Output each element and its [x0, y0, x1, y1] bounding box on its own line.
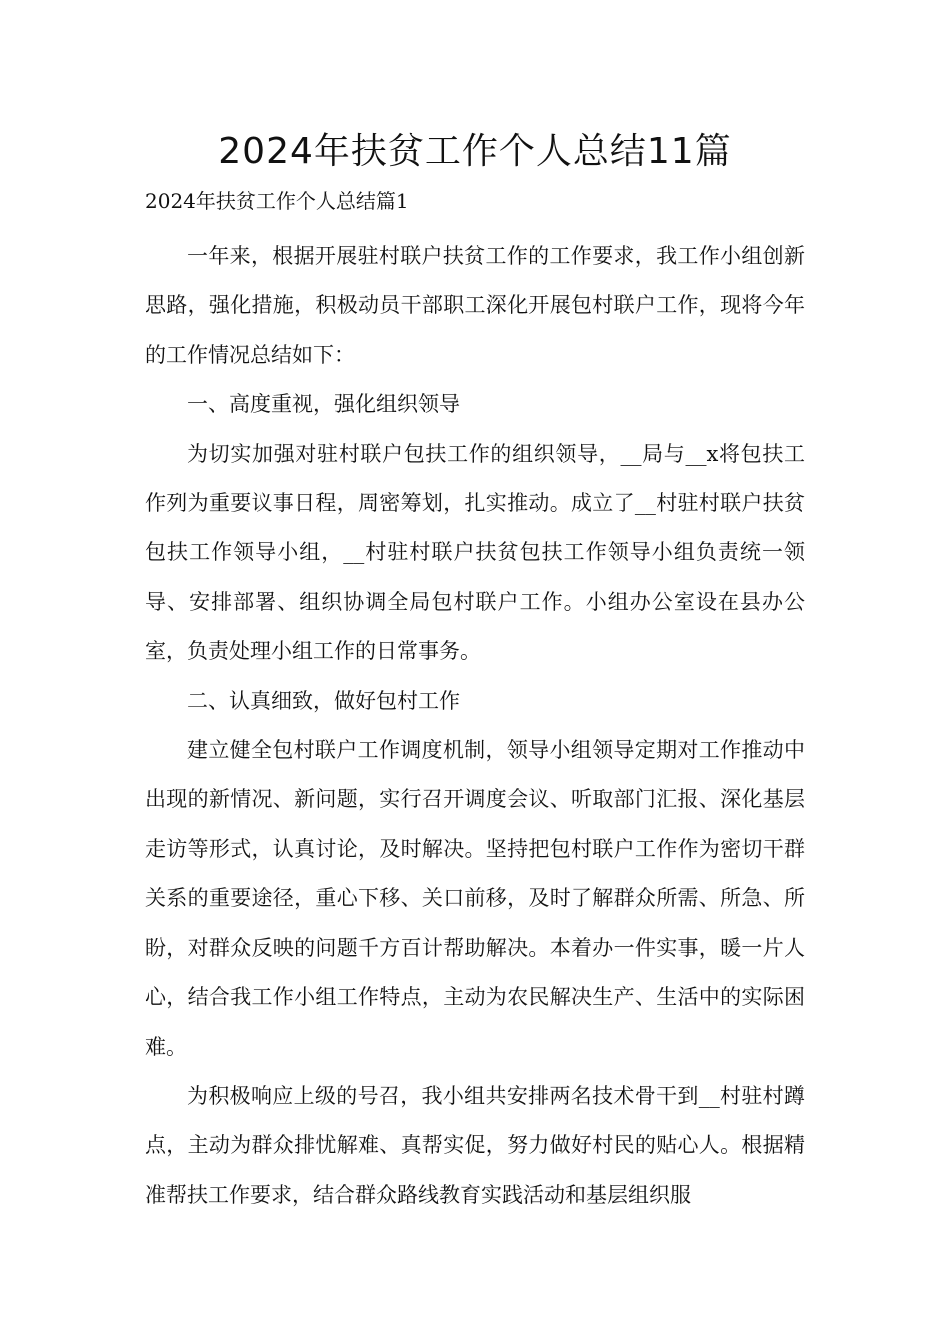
paragraph-intro: 一年来，根据开展驻村联户扶贫工作的工作要求，我工作小组创新思路，强化措施，积极动员干部职工深化开展包村联户工作，现将今年的工作情况总结如下：: [145, 244, 805, 367]
paragraph-response: 为积极响应上级的号召，我小组共安排两名技术骨干到__村驻村蹲点，主动为群众排忧解难、真帮实促，努力做好村民的贴心人。根据精准帮扶工作要求，结合群众路线教育实践活动和基层组织服: [145, 1083, 805, 1207]
document-body: [145, 232, 805, 1220]
section-heading-2: 二、认真细致，做好包村工作: [187, 688, 460, 713]
document-title: 2024年扶贫工作个人总结11篇: [218, 131, 732, 172]
paragraph-organization: 为切实加强对驻村联户包扶工作的组织领导，__局与__x将包扶工作列为重要议事日程，周密筹划，扎实推动。成立了__村驻村联户扶贫包扶工作领导小组，__村驻村联户扶贫包扶工作领导小组负责统一领导、安排部署、组织协调全局包村联户工作。小组办公室设在县办公室，负责处理小组工作的日常事务。: [145, 441, 805, 664]
section-heading-1: 一、高度重视，强化组织领导: [187, 392, 460, 417]
paragraph-mechanism: 建立健全包村联户工作调度机制，领导小组领导定期对工作推动中出现的新情况、新问题，实行召开调度会议、听取部门汇报、深化基层走访等形式，认真讨论，及时解决。坚持把包村联户工作作为密切干群关系的重要途径，重心下移、关口前移，及时了解群众所需、所急、所盼，对群众反映的问题千方百计帮助解决。本着办一件实事，暖一片人心，结合我工作小组工作特点，主动为农民解决生产、生活中的实际困难。: [145, 738, 805, 1059]
document-subtitle: 2024年扶贫工作个人总结篇1: [145, 189, 409, 213]
